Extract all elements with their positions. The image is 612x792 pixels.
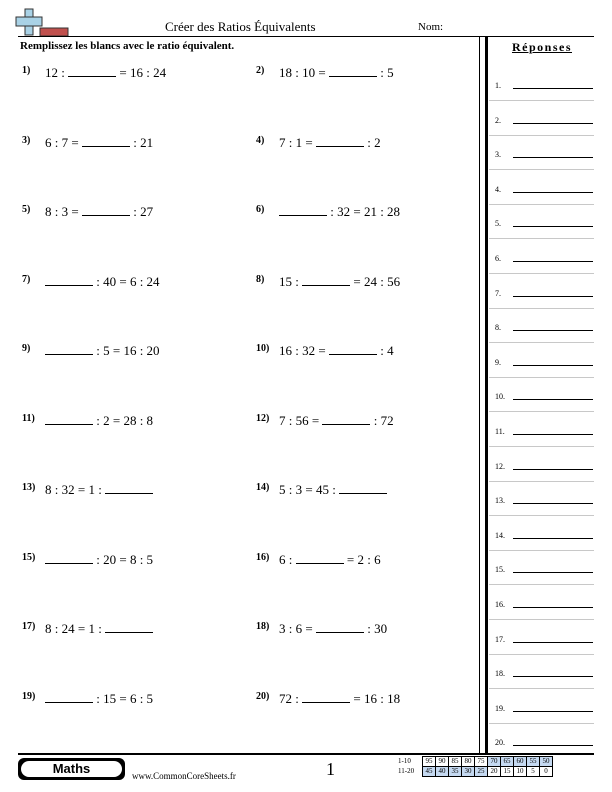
problem-number: 20) [256, 690, 270, 702]
answer-number: 14. [495, 530, 505, 540]
answer-number: 17. [495, 634, 505, 644]
answer-blank[interactable] [339, 482, 387, 494]
expression-left: 6 : [279, 551, 296, 567]
expression-right: : 15 = 6 : 5 [93, 690, 154, 706]
answer-separator [489, 135, 594, 136]
problem-expression [45, 65, 166, 81]
answer-blank[interactable] [45, 552, 93, 564]
problem-expression [45, 482, 153, 498]
expression-right: : 72 [370, 412, 394, 428]
answer-blank[interactable] [105, 482, 153, 494]
expression-right: = 2 : 6 [343, 551, 381, 567]
problem-item [256, 482, 476, 500]
answer-number: 18. [495, 669, 505, 679]
answer-row [495, 355, 593, 369]
answer-blank[interactable] [302, 691, 350, 703]
answer-row [495, 424, 593, 438]
score-cell: 75 [475, 757, 488, 767]
score-row [398, 757, 553, 767]
problem-item [256, 552, 476, 570]
problem-number: 5) [22, 204, 31, 215]
answer-row [495, 216, 593, 230]
problem-number: 4) [256, 134, 265, 146]
answer-line[interactable] [513, 434, 593, 435]
score-cell: 25 [475, 767, 488, 777]
problem-number: 3) [22, 134, 31, 146]
answer-line[interactable] [513, 261, 593, 262]
score-cell: 95 [423, 757, 436, 767]
answer-separator [489, 204, 594, 205]
score-cell: 10 [514, 767, 527, 777]
score-cell: 65 [501, 757, 514, 767]
expression-right: : 4 [376, 343, 394, 358]
problem-number: 19) [22, 690, 36, 702]
expression-right: = 16 : 18 [350, 690, 401, 706]
problem-number: 17) [22, 621, 36, 632]
answer-number: 10. [495, 392, 505, 402]
answer-blank[interactable] [45, 274, 93, 286]
answer-number: 2. [495, 115, 501, 125]
answer-separator [489, 377, 594, 378]
score-row-label: 1-10 [398, 757, 411, 765]
problem-number: 10) [256, 343, 270, 354]
answer-number: 13. [495, 496, 505, 506]
answer-line[interactable] [513, 226, 593, 227]
problem-expression [45, 691, 153, 707]
problem-expression [45, 204, 153, 220]
answer-blank[interactable] [68, 65, 116, 77]
answer-blank[interactable] [316, 135, 364, 147]
problem-item [22, 274, 242, 292]
problem-expression [45, 621, 153, 637]
expression-right: : 5 [376, 65, 394, 80]
answer-separator [489, 654, 594, 655]
problem-expression [279, 65, 394, 81]
problem-number: 1) [22, 65, 31, 76]
expression-right: : 27 [129, 204, 154, 219]
expression-left: 7 : 1 = [279, 134, 316, 150]
problem-expression [45, 343, 160, 359]
answer-number: 11. [495, 427, 505, 436]
score-cell: 60 [514, 757, 527, 767]
problem-item [256, 274, 476, 292]
answer-row [495, 251, 593, 265]
answer-line[interactable] [513, 157, 593, 158]
problem-item [22, 413, 242, 431]
answer-row [495, 320, 593, 334]
problem-item [256, 621, 476, 639]
answer-row [495, 701, 593, 715]
expression-right: : 2 = 28 : 8 [93, 412, 154, 428]
problem-expression [279, 552, 381, 568]
expression-left: 3 : 6 = [279, 621, 316, 636]
name-field-label: Nom: [418, 21, 444, 33]
expression-left: 18 : 10 = [279, 65, 329, 80]
expression-left: 6 : 7 = [45, 134, 82, 150]
score-cell: 50 [540, 757, 553, 767]
answer-number: 15. [495, 565, 505, 575]
answer-blank[interactable] [316, 621, 364, 633]
expression-left: 8 : 24 = 1 : [45, 621, 106, 636]
answer-line[interactable] [513, 642, 593, 643]
answer-row [495, 286, 593, 300]
answer-blank[interactable] [329, 343, 377, 355]
answer-blank[interactable] [322, 413, 370, 425]
answer-number: 5. [495, 219, 501, 229]
score-cell: 45 [423, 767, 436, 777]
problem-expression [45, 552, 153, 568]
problem-item [22, 343, 242, 361]
answer-blank[interactable] [279, 204, 327, 216]
problem-expression [279, 204, 400, 220]
problem-expression [45, 274, 160, 290]
answer-blank[interactable] [82, 135, 130, 147]
answer-blank[interactable] [296, 552, 344, 564]
score-row-label: 11-20 [398, 767, 415, 775]
answer-line[interactable] [513, 365, 593, 366]
answer-separator [489, 723, 594, 724]
answer-separator [489, 100, 594, 101]
score-cell: 85 [449, 757, 462, 767]
problem-number: 11) [22, 412, 35, 424]
expression-left: 72 : [279, 690, 303, 706]
answer-row [495, 459, 593, 473]
footer-divider [18, 753, 594, 755]
answer-blank[interactable] [302, 274, 350, 286]
answer-line[interactable] [513, 572, 593, 573]
answer-blank[interactable] [82, 204, 130, 216]
score-cell: 15 [501, 767, 514, 777]
answer-separator [489, 342, 594, 343]
problem-expression [279, 621, 387, 637]
problem-item [256, 413, 476, 431]
answer-row [495, 182, 593, 196]
problem-item [22, 552, 242, 570]
answer-number: 6. [495, 254, 501, 263]
score-cell: 20 [488, 767, 501, 777]
answer-number: 16. [495, 600, 505, 609]
score-cell: 30 [462, 767, 475, 777]
score-cell: 35 [449, 767, 462, 777]
expression-right: : 2 [363, 134, 381, 150]
expression-right: : 40 = 6 : 24 [93, 273, 160, 289]
answer-column-divider [479, 37, 480, 753]
answer-separator [489, 515, 594, 516]
answer-blank[interactable] [45, 691, 93, 703]
problem-item [256, 135, 476, 153]
answer-row [495, 562, 593, 576]
problem-expression [45, 135, 153, 151]
problem-item [22, 621, 242, 639]
expression-right: : 5 = 16 : 20 [93, 343, 160, 358]
answer-blank[interactable] [45, 413, 93, 425]
expression-left: 8 : 3 = [45, 204, 82, 219]
score-cell: 40 [436, 767, 449, 777]
problem-expression [279, 343, 394, 359]
problem-number: 18) [256, 621, 270, 632]
problem-item [22, 65, 242, 83]
problem-item [256, 691, 476, 709]
problem-number: 6) [256, 204, 265, 215]
answer-number: 9. [495, 357, 501, 367]
answer-row [495, 632, 593, 646]
answer-line[interactable] [513, 123, 593, 124]
answer-line[interactable] [513, 469, 593, 470]
problem-item [256, 204, 476, 222]
subject-label: Maths [21, 761, 122, 777]
problem-expression [45, 413, 153, 429]
problem-number: 13) [22, 482, 36, 493]
problem-expression [279, 274, 400, 290]
answer-separator [489, 550, 594, 551]
answer-separator [489, 308, 594, 309]
answer-blank[interactable] [329, 65, 377, 77]
problem-item [256, 65, 476, 83]
answer-row [495, 597, 593, 611]
answer-blank[interactable] [105, 621, 153, 633]
answer-line[interactable] [513, 503, 593, 504]
problem-expression [279, 413, 394, 429]
score-cell: 80 [462, 757, 475, 767]
answer-row [495, 78, 593, 92]
expression-left: 15 : [279, 273, 303, 289]
answer-separator [489, 619, 594, 620]
answer-number: 8. [495, 323, 501, 333]
answer-line[interactable] [513, 538, 593, 539]
answer-row [495, 113, 593, 127]
answer-number: 3. [495, 150, 501, 160]
answer-row [495, 389, 593, 403]
answer-row [495, 528, 593, 542]
answer-column-divider-thick [485, 37, 488, 753]
score-cell: 5 [527, 767, 540, 777]
problem-item [22, 691, 242, 709]
answer-line[interactable] [513, 192, 593, 193]
answer-number: 7. [495, 288, 501, 298]
problem-expression [279, 691, 400, 707]
expression-right: = 24 : 56 [350, 273, 401, 289]
answer-number: 12. [495, 461, 505, 471]
answer-separator [489, 446, 594, 447]
score-cell: 70 [488, 757, 501, 767]
answer-line[interactable] [513, 745, 593, 746]
answer-separator [489, 238, 594, 239]
answer-number: 1. [495, 81, 501, 90]
page-number: 1 [326, 759, 335, 779]
score-table [398, 756, 553, 777]
site-url: www.CommonCoreSheets.fr [132, 771, 236, 781]
expression-right: = 16 : 24 [116, 65, 167, 80]
instructions: Remplissez les blancs avec le ratio équivalent. [20, 40, 235, 52]
answer-number: 19. [495, 703, 505, 713]
problem-number: 15) [22, 551, 36, 563]
answer-line[interactable] [513, 296, 593, 297]
expression-left: 16 : 32 = [279, 343, 329, 358]
subject-badge [18, 758, 125, 780]
score-row [398, 767, 553, 777]
expression-right: : 30 [363, 621, 388, 636]
answer-line[interactable] [513, 711, 593, 712]
answer-number: 4. [495, 184, 501, 194]
answer-line[interactable] [513, 399, 593, 400]
answer-row [495, 493, 593, 507]
answer-line[interactable] [513, 676, 593, 677]
answer-row [495, 735, 593, 749]
problem-number: 8) [256, 273, 265, 285]
answer-row [495, 666, 593, 680]
expression-left: 8 : 32 = 1 : [45, 482, 106, 497]
expression-right: : 32 = 21 : 28 [327, 204, 401, 219]
answer-number: 20. [495, 738, 505, 748]
expression-left: 5 : 3 = 45 : [279, 482, 340, 497]
problem-number: 14) [256, 482, 270, 493]
answers-heading: Réponses [511, 40, 572, 54]
answer-separator [489, 169, 594, 170]
problem-expression [279, 482, 387, 498]
plus-minus-logo-icon [14, 5, 70, 37]
problem-item [22, 135, 242, 153]
score-cell: 0 [540, 767, 553, 777]
problem-item [22, 204, 242, 222]
answer-line[interactable] [513, 607, 593, 608]
answer-line[interactable] [513, 330, 593, 331]
answer-row [495, 147, 593, 161]
expression-right: : 21 [129, 134, 154, 150]
expression-left: 7 : 56 = [279, 412, 323, 428]
problem-expression [279, 135, 381, 151]
problem-number: 12) [256, 412, 270, 424]
problem-item [22, 482, 242, 500]
answer-separator [489, 273, 594, 274]
score-cell: 90 [436, 757, 449, 767]
score-cell: 55 [527, 757, 540, 767]
problem-number: 9) [22, 343, 31, 354]
expression-right: : 20 = 8 : 5 [93, 551, 154, 567]
expression-left: 12 : [45, 65, 69, 80]
answer-separator [489, 481, 594, 482]
answer-separator [489, 411, 594, 412]
answer-line[interactable] [513, 88, 593, 89]
header-divider [18, 36, 594, 37]
answer-blank[interactable] [45, 343, 93, 355]
problem-number: 7) [22, 273, 31, 285]
problem-number: 2) [256, 65, 265, 76]
problem-item [256, 343, 476, 361]
answer-separator [489, 688, 594, 689]
problem-number: 16) [256, 551, 270, 563]
answer-separator [489, 584, 594, 585]
worksheet-title: Créer des Ratios Équivalents [165, 19, 316, 34]
